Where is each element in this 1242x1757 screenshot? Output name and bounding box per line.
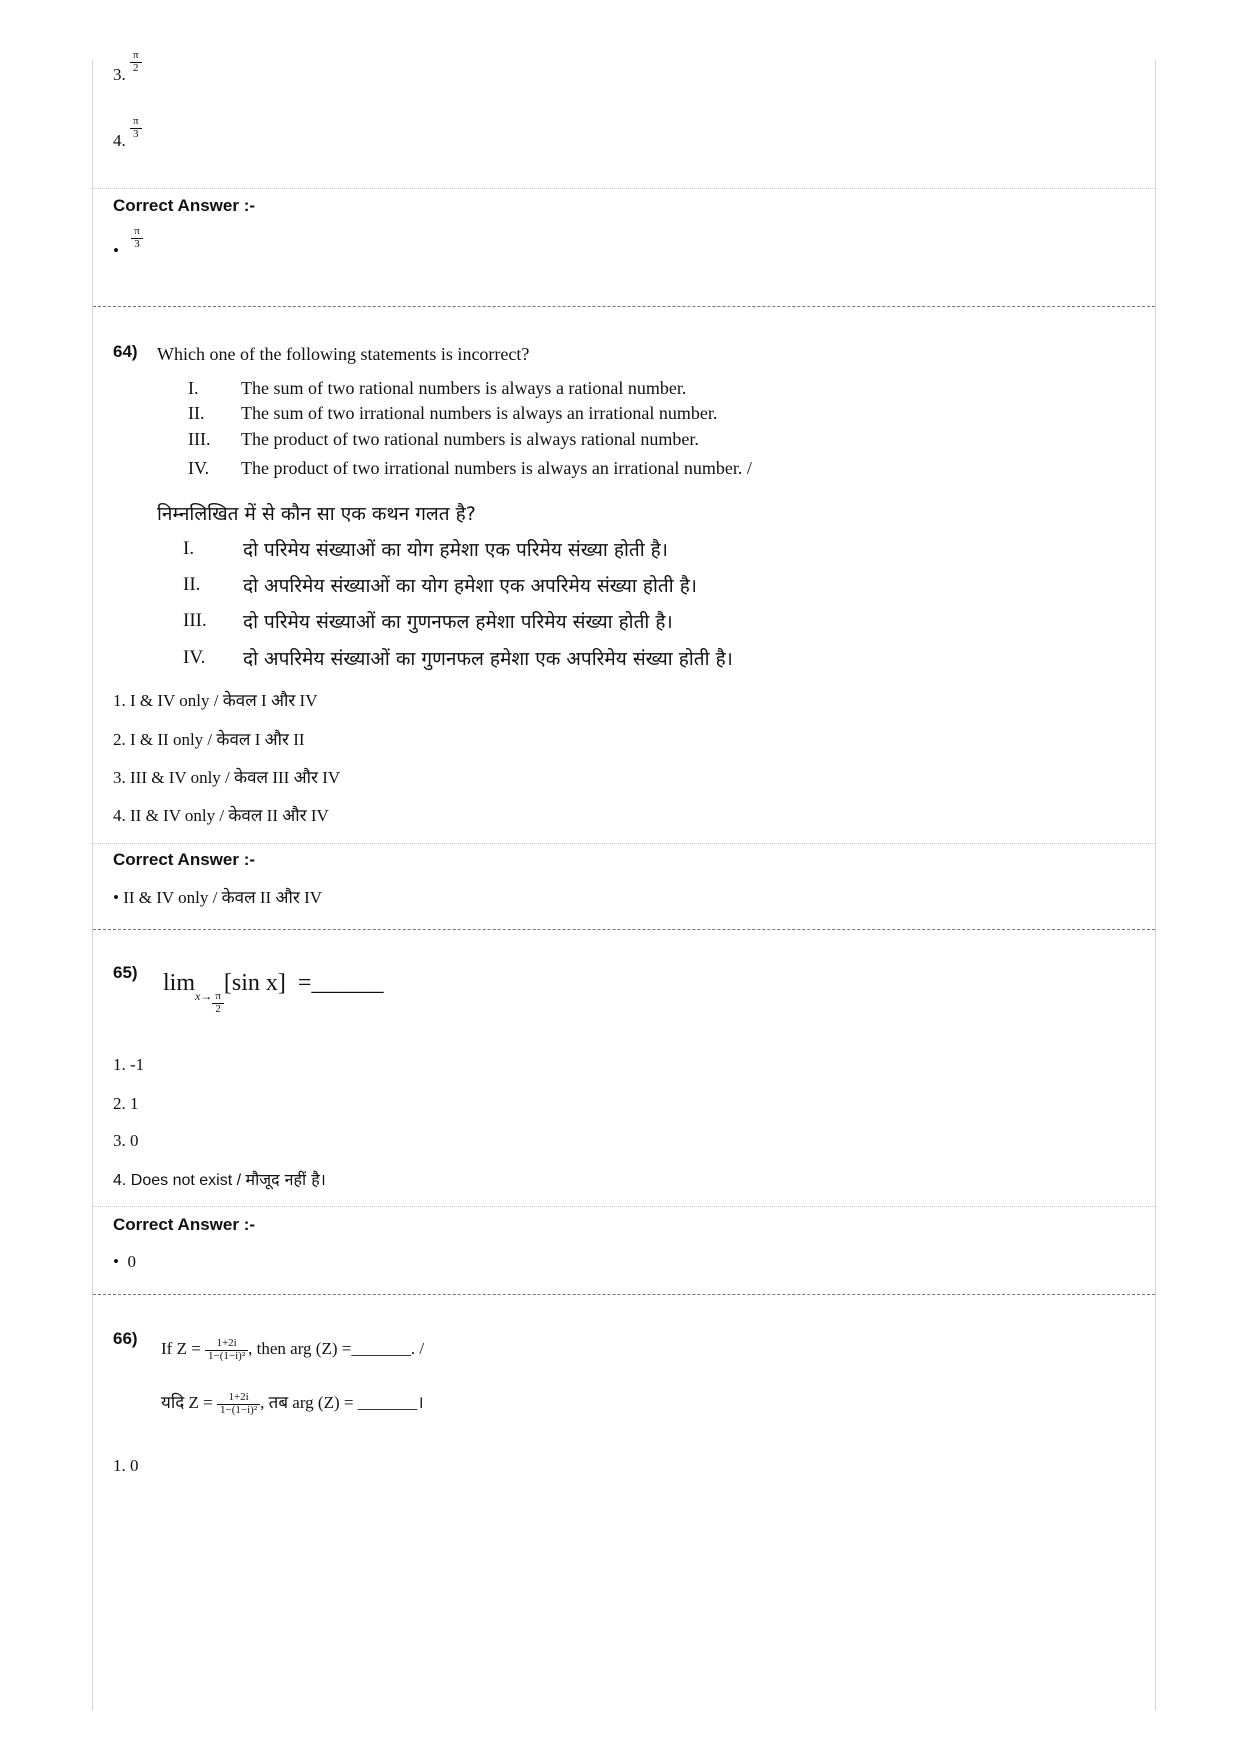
question-number: 64)	[113, 342, 138, 361]
statement-hi: दो परिमेय संख्याओं का गुणनफल हमेशा परिमेय संख्या होती है।	[243, 611, 673, 633]
question-text-hi: निम्नलिखित में से कौन सा एक कथन गलत है?	[157, 503, 476, 525]
correct-answer-label: Correct Answer :-	[113, 850, 256, 869]
question-text-en: Which one of the following statements is incorrect?	[157, 344, 530, 364]
statement-en: The sum of two rational numbers is always a rational number.	[241, 378, 687, 398]
statement-en: The product of two irrational numbers is always an irrational number. /	[241, 458, 752, 478]
correct-answer-value: • II & IV only / केवल II और IV	[113, 888, 323, 908]
function-expr: [sin x]	[223, 970, 286, 996]
question-text-hi: यदि Z = $\frac{1+2i}{\text{1−(1−i)²}}$ , तब arg (Z) = _______।	[161, 1391, 424, 1416]
correct-answer-label: Correct Answer :-	[113, 1215, 256, 1234]
statement-hi: दो अपरिमेय संख्याओं का गुणनफल हमेशा एक अपरिमेय संख्या होती है।	[243, 648, 733, 670]
option-3	[113, 49, 142, 88]
statement-en: The sum of two irrational numbers is always an irrational number.	[241, 403, 718, 423]
option-1[interactable]: 1. 0	[113, 1456, 139, 1475]
option-index: 4.	[113, 130, 126, 150]
divider	[93, 1206, 1155, 1207]
question-separator	[93, 306, 1155, 307]
option-4[interactable]: 4. II & IV only / केवल II और IV	[113, 806, 329, 826]
limit-subscript: x→ π 2	[195, 989, 224, 1003]
option-3[interactable]: 3. 0	[113, 1131, 139, 1150]
question-text-en: If Z = $\frac{1+2i}{\text{1−(1−i)²}}$ , then arg (Z) =_______. /	[161, 1337, 425, 1362]
statement-roman: II.	[188, 403, 205, 423]
option-2[interactable]: 2. 1	[113, 1094, 139, 1113]
lim-symbol: lim	[163, 970, 196, 996]
option-1[interactable]: 1. -1	[113, 1055, 145, 1074]
fraction: $\frac{\pi}{3}$	[130, 116, 142, 140]
fraction: $\frac{1+2i}{\text{1−(1−i)²}}$	[205, 1338, 248, 1362]
question-number: 66)	[113, 1329, 138, 1348]
option-4	[113, 115, 142, 154]
option-1[interactable]: 1. I & IV only / केवल I और IV	[113, 691, 318, 711]
statement-roman: IV.	[188, 458, 210, 478]
option-2[interactable]: 2. I & II only / केवल I और II	[113, 730, 305, 750]
correct-answer-value: • $\frac{\pi}{3}$	[113, 240, 143, 264]
option-index: 3.	[113, 64, 126, 84]
divider	[93, 843, 1155, 844]
question-separator	[93, 1294, 1155, 1295]
fraction: $\frac{\pi}{2}$	[130, 50, 142, 74]
option-3[interactable]: 3. III & IV only / केवल III और IV	[113, 768, 341, 788]
divider	[93, 188, 1155, 189]
statement-en: The product of two rational numbers is always rational number.	[241, 429, 699, 449]
document-page	[92, 49, 1156, 1710]
statement-roman: I.	[188, 378, 199, 398]
question-number: 65)	[113, 963, 138, 982]
statement-hi: दो परिमेय संख्याओं का योग हमेशा एक परिमेय संख्या होती है।	[243, 539, 668, 561]
statement-roman: II.	[183, 574, 201, 595]
statement-hi: दो अपरिमेय संख्याओं का योग हमेशा एक अपरिमेय संख्या होती है।	[243, 575, 697, 597]
statement-roman: III.	[183, 610, 207, 631]
fraction: $\frac{1+2i}{\text{1−(1−i)²}}$	[217, 1392, 260, 1416]
question-separator	[93, 929, 1155, 930]
option-4[interactable]: 4. Does not exist / मौजूद नहीं है।	[113, 1170, 326, 1189]
fraction: $\frac{\pi}{3}$	[131, 226, 143, 250]
correct-answer-label: Correct Answer :-	[113, 196, 256, 215]
blank: =______	[297, 970, 384, 996]
statement-roman: I.	[183, 538, 195, 559]
correct-answer-value: • 0	[113, 1252, 136, 1271]
statement-roman: III.	[188, 429, 211, 449]
statement-roman: IV.	[183, 647, 206, 668]
